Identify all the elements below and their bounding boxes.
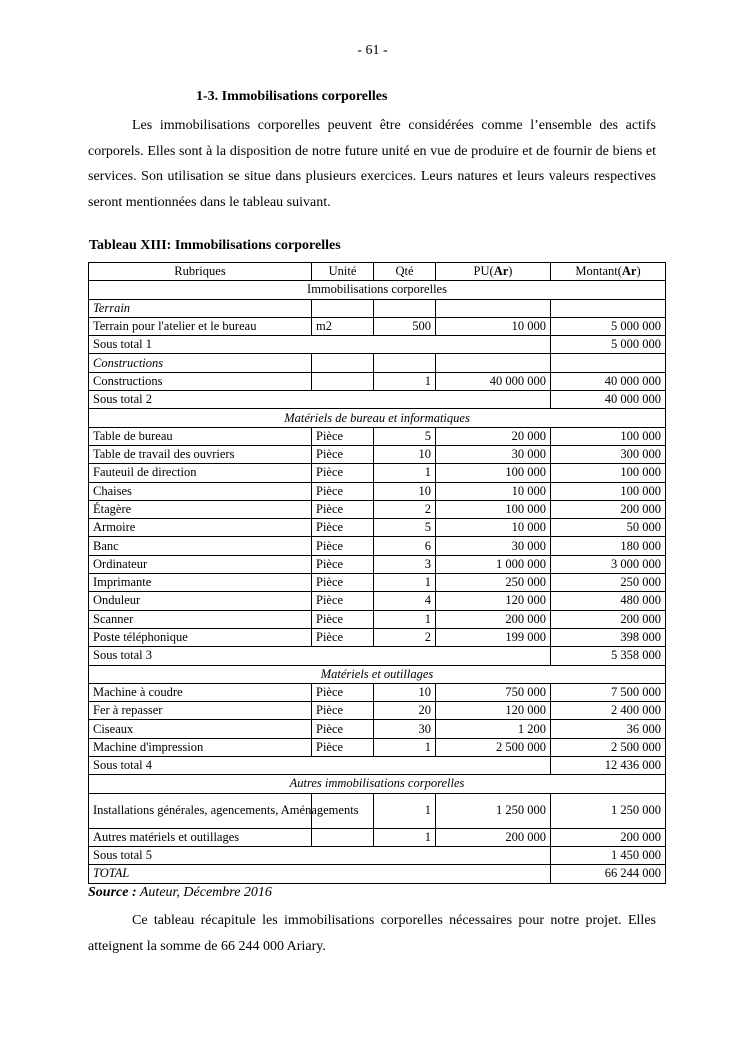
row-rubrique: Table de travail des ouvriers	[89, 445, 312, 463]
header-pu	[436, 263, 551, 281]
category-constructions-empty	[312, 354, 374, 372]
table-row	[89, 500, 666, 518]
row-rubrique: Autres matériels et outillages	[89, 828, 312, 846]
immobilisations-table	[88, 262, 666, 884]
row-montant: 36 000	[551, 720, 666, 738]
header-montant-unit: Ar	[621, 264, 637, 279]
subtotal-5-value: 1 450 000	[551, 846, 666, 864]
table-row	[89, 610, 666, 628]
row-unite: Pièce	[312, 683, 374, 701]
row-qte: 4	[374, 592, 436, 610]
row-unite: m2	[312, 317, 374, 335]
subtotal-2-value: 40 000 000	[551, 391, 666, 409]
table-row	[89, 738, 666, 756]
category-constructions-empty	[551, 354, 666, 372]
header-montant-close: )	[636, 264, 641, 279]
table-row	[89, 683, 666, 701]
header-unite: Unité	[312, 263, 374, 281]
row-pu: 200 000	[436, 828, 551, 846]
row-pu: 100 000	[436, 500, 551, 518]
row-unite: Pièce	[312, 555, 374, 573]
table-row	[89, 592, 666, 610]
heading-autres-cell: Autres immobilisations corporelles	[89, 775, 666, 793]
row-montant: 5 000 000	[551, 317, 666, 335]
row-qte: 1	[374, 464, 436, 482]
table-row	[89, 464, 666, 482]
subtotal-3-value: 5 358 000	[551, 647, 666, 665]
heading-outillages	[89, 665, 666, 683]
header-pu-close: )	[508, 264, 513, 279]
row-montant: 398 000	[551, 628, 666, 646]
header-qte: Qté	[374, 263, 436, 281]
row-pu: 1 200	[436, 720, 551, 738]
row-rubrique: Onduleur	[89, 592, 312, 610]
subtotal-4-value: 12 436 000	[551, 757, 666, 775]
row-qte: 1	[374, 372, 436, 390]
subtotal-2-label: Sous total 2	[89, 391, 551, 409]
category-terrain	[89, 299, 666, 317]
header-pu-unit: Ar	[493, 264, 509, 279]
row-pu: 30 000	[436, 537, 551, 555]
row-qte: 5	[374, 519, 436, 537]
row-rubrique: Chaises	[89, 482, 312, 500]
row-unite: Pièce	[312, 482, 374, 500]
table-row	[89, 574, 666, 592]
row-qte: 10	[374, 482, 436, 500]
row-qte: 2	[374, 500, 436, 518]
row-unite: Pièce	[312, 720, 374, 738]
table-row	[89, 793, 666, 828]
row-qte: 1	[374, 828, 436, 846]
row-unite: Pièce	[312, 702, 374, 720]
page-number: - 61 -	[357, 43, 388, 58]
table-row	[89, 828, 666, 846]
row-qte: 10	[374, 445, 436, 463]
table-row	[89, 555, 666, 573]
row-montant: 40 000 000	[551, 372, 666, 390]
table-row	[89, 372, 666, 390]
table-row	[89, 519, 666, 537]
row-unite: Pièce	[312, 537, 374, 555]
category-constructions-empty	[436, 354, 551, 372]
subtotal-5-label: Sous total 5	[89, 846, 551, 864]
table-source	[88, 885, 272, 901]
row-qte: 1	[374, 574, 436, 592]
row-pu: 1 250 000	[436, 793, 551, 828]
row-montant: 2 400 000	[551, 702, 666, 720]
row-rubrique: Machine d'impression	[89, 738, 312, 756]
row-rubrique: Ciseaux	[89, 720, 312, 738]
row-unite	[312, 372, 374, 390]
row-montant: 50 000	[551, 519, 666, 537]
row-qte: 500	[374, 317, 436, 335]
total-row	[89, 865, 666, 883]
row-qte: 1	[374, 793, 436, 828]
section-title: 1-3. Immobilisations corporelles	[196, 89, 388, 104]
row-rubrique: Table de bureau	[89, 427, 312, 445]
row-montant: 200 000	[551, 610, 666, 628]
row-unite: Pièce	[312, 610, 374, 628]
heading-outillages-cell: Matériels et outillages	[89, 665, 666, 683]
row-rubrique: Poste téléphonique	[89, 628, 312, 646]
row-montant: 200 000	[551, 500, 666, 518]
row-pu: 100 000	[436, 464, 551, 482]
row-qte: 3	[374, 555, 436, 573]
source-text: Auteur, Décembre 2016	[136, 885, 272, 900]
table-row	[89, 537, 666, 555]
source-label: Source :	[88, 885, 137, 900]
table-caption: Tableau XIII: Immobilisations corporelles	[89, 238, 341, 253]
table-row	[89, 482, 666, 500]
row-pu: 20 000	[436, 427, 551, 445]
row-montant: 480 000	[551, 592, 666, 610]
category-terrain-empty	[312, 299, 374, 317]
header-rubriques: Rubriques	[89, 263, 312, 281]
row-qte: 1	[374, 738, 436, 756]
category-terrain-empty	[551, 299, 666, 317]
category-terrain-empty	[436, 299, 551, 317]
subtotal-4	[89, 757, 666, 775]
row-unite: Pièce	[312, 464, 374, 482]
table-header-row	[89, 263, 666, 281]
intro-paragraph: Les immobilisations corporelles peuvent être considérées comme l’ensemble des actifs corporels. Elles sont à la disposition de notre future unité en vue de produire et de fournir de biens et services. Son utilisation se situe dans plusieurs exercices. Leurs natures et leurs valeurs respectives seront mentionnées dans le tableau suivant.	[88, 118, 656, 210]
main-heading-row-cell: Immobilisations corporelles	[89, 281, 666, 299]
row-unite	[312, 828, 374, 846]
row-montant: 300 000	[551, 445, 666, 463]
subtotal-2	[89, 391, 666, 409]
row-montant: 180 000	[551, 537, 666, 555]
row-pu: 10 000	[436, 519, 551, 537]
table-row	[89, 628, 666, 646]
row-montant: 2 500 000	[551, 738, 666, 756]
row-rubrique: Armoire	[89, 519, 312, 537]
category-constructions-label: Constructions	[89, 354, 312, 372]
row-montant: 100 000	[551, 427, 666, 445]
table-row	[89, 427, 666, 445]
row-pu: 250 000	[436, 574, 551, 592]
row-unite: Pièce	[312, 628, 374, 646]
subtotal-1-value: 5 000 000	[551, 336, 666, 354]
row-montant: 100 000	[551, 482, 666, 500]
conclusion-paragraph: Ce tableau récapitule les immobilisations corporelles nécessaires pour notre projet. Elles atteignent la somme de 66 244 000 Ariary.	[88, 913, 656, 954]
row-rubrique: Imprimante	[89, 574, 312, 592]
row-rubrique: Scanner	[89, 610, 312, 628]
row-qte: 30	[374, 720, 436, 738]
row-rubrique: Ordinateur	[89, 555, 312, 573]
row-pu: 40 000 000	[436, 372, 551, 390]
subtotal-3	[89, 647, 666, 665]
row-qte: 6	[374, 537, 436, 555]
row-qte: 20	[374, 702, 436, 720]
subtotal-5	[89, 846, 666, 864]
total-label: TOTAL	[89, 865, 551, 883]
row-pu: 750 000	[436, 683, 551, 701]
row-unite: Pièce	[312, 592, 374, 610]
header-montant-label: Montant(	[575, 264, 622, 279]
row-unite: Pièce	[312, 445, 374, 463]
row-montant: 7 500 000	[551, 683, 666, 701]
header-pu-label: PU(	[473, 264, 494, 279]
row-pu: 30 000	[436, 445, 551, 463]
row-montant: 200 000	[551, 828, 666, 846]
row-unite: Pièce	[312, 519, 374, 537]
row-pu: 10 000	[436, 317, 551, 335]
row-unite: Pièce	[312, 427, 374, 445]
row-qte: 1	[374, 610, 436, 628]
row-montant: 100 000	[551, 464, 666, 482]
row-unite: Pièce	[312, 738, 374, 756]
header-montant	[551, 263, 666, 281]
row-montant: 3 000 000	[551, 555, 666, 573]
table-row	[89, 720, 666, 738]
subtotal-3-label: Sous total 3	[89, 647, 551, 665]
subtotal-4-label: Sous total 4	[89, 757, 551, 775]
table-row	[89, 445, 666, 463]
table-row	[89, 702, 666, 720]
row-rubrique: Fer à repasser	[89, 702, 312, 720]
row-rubrique: Étagère	[89, 500, 312, 518]
row-pu: 120 000	[436, 702, 551, 720]
row-pu: 1 000 000	[436, 555, 551, 573]
row-rubrique: Fauteuil de direction	[89, 464, 312, 482]
row-qte: 5	[374, 427, 436, 445]
row-qte: 10	[374, 683, 436, 701]
row-rubrique: Machine à coudre	[89, 683, 312, 701]
heading-bureau	[89, 409, 666, 427]
row-pu: 10 000	[436, 482, 551, 500]
main-heading-row	[89, 281, 666, 299]
heading-autres	[89, 775, 666, 793]
row-montant: 250 000	[551, 574, 666, 592]
row-pu: 199 000	[436, 628, 551, 646]
row-pu: 120 000	[436, 592, 551, 610]
subtotal-1	[89, 336, 666, 354]
row-unite: Pièce	[312, 574, 374, 592]
table-row	[89, 317, 666, 335]
row-pu: 200 000	[436, 610, 551, 628]
heading-bureau-cell: Matériels de bureau et informatiques	[89, 409, 666, 427]
row-montant: 1 250 000	[551, 793, 666, 828]
row-pu: 2 500 000	[436, 738, 551, 756]
row-rubrique: Constructions	[89, 372, 312, 390]
category-terrain-empty	[374, 299, 436, 317]
row-rubrique: Terrain pour l'atelier et le bureau	[89, 317, 312, 335]
total-value: 66 244 000	[551, 865, 666, 883]
row-unite: Pièce	[312, 500, 374, 518]
category-terrain-label: Terrain	[89, 299, 312, 317]
row-rubrique: Banc	[89, 537, 312, 555]
category-constructions-empty	[374, 354, 436, 372]
subtotal-1-label: Sous total 1	[89, 336, 551, 354]
category-constructions	[89, 354, 666, 372]
row-rubrique: Installations générales, agencements, Aménagements	[89, 793, 312, 828]
row-qte: 2	[374, 628, 436, 646]
